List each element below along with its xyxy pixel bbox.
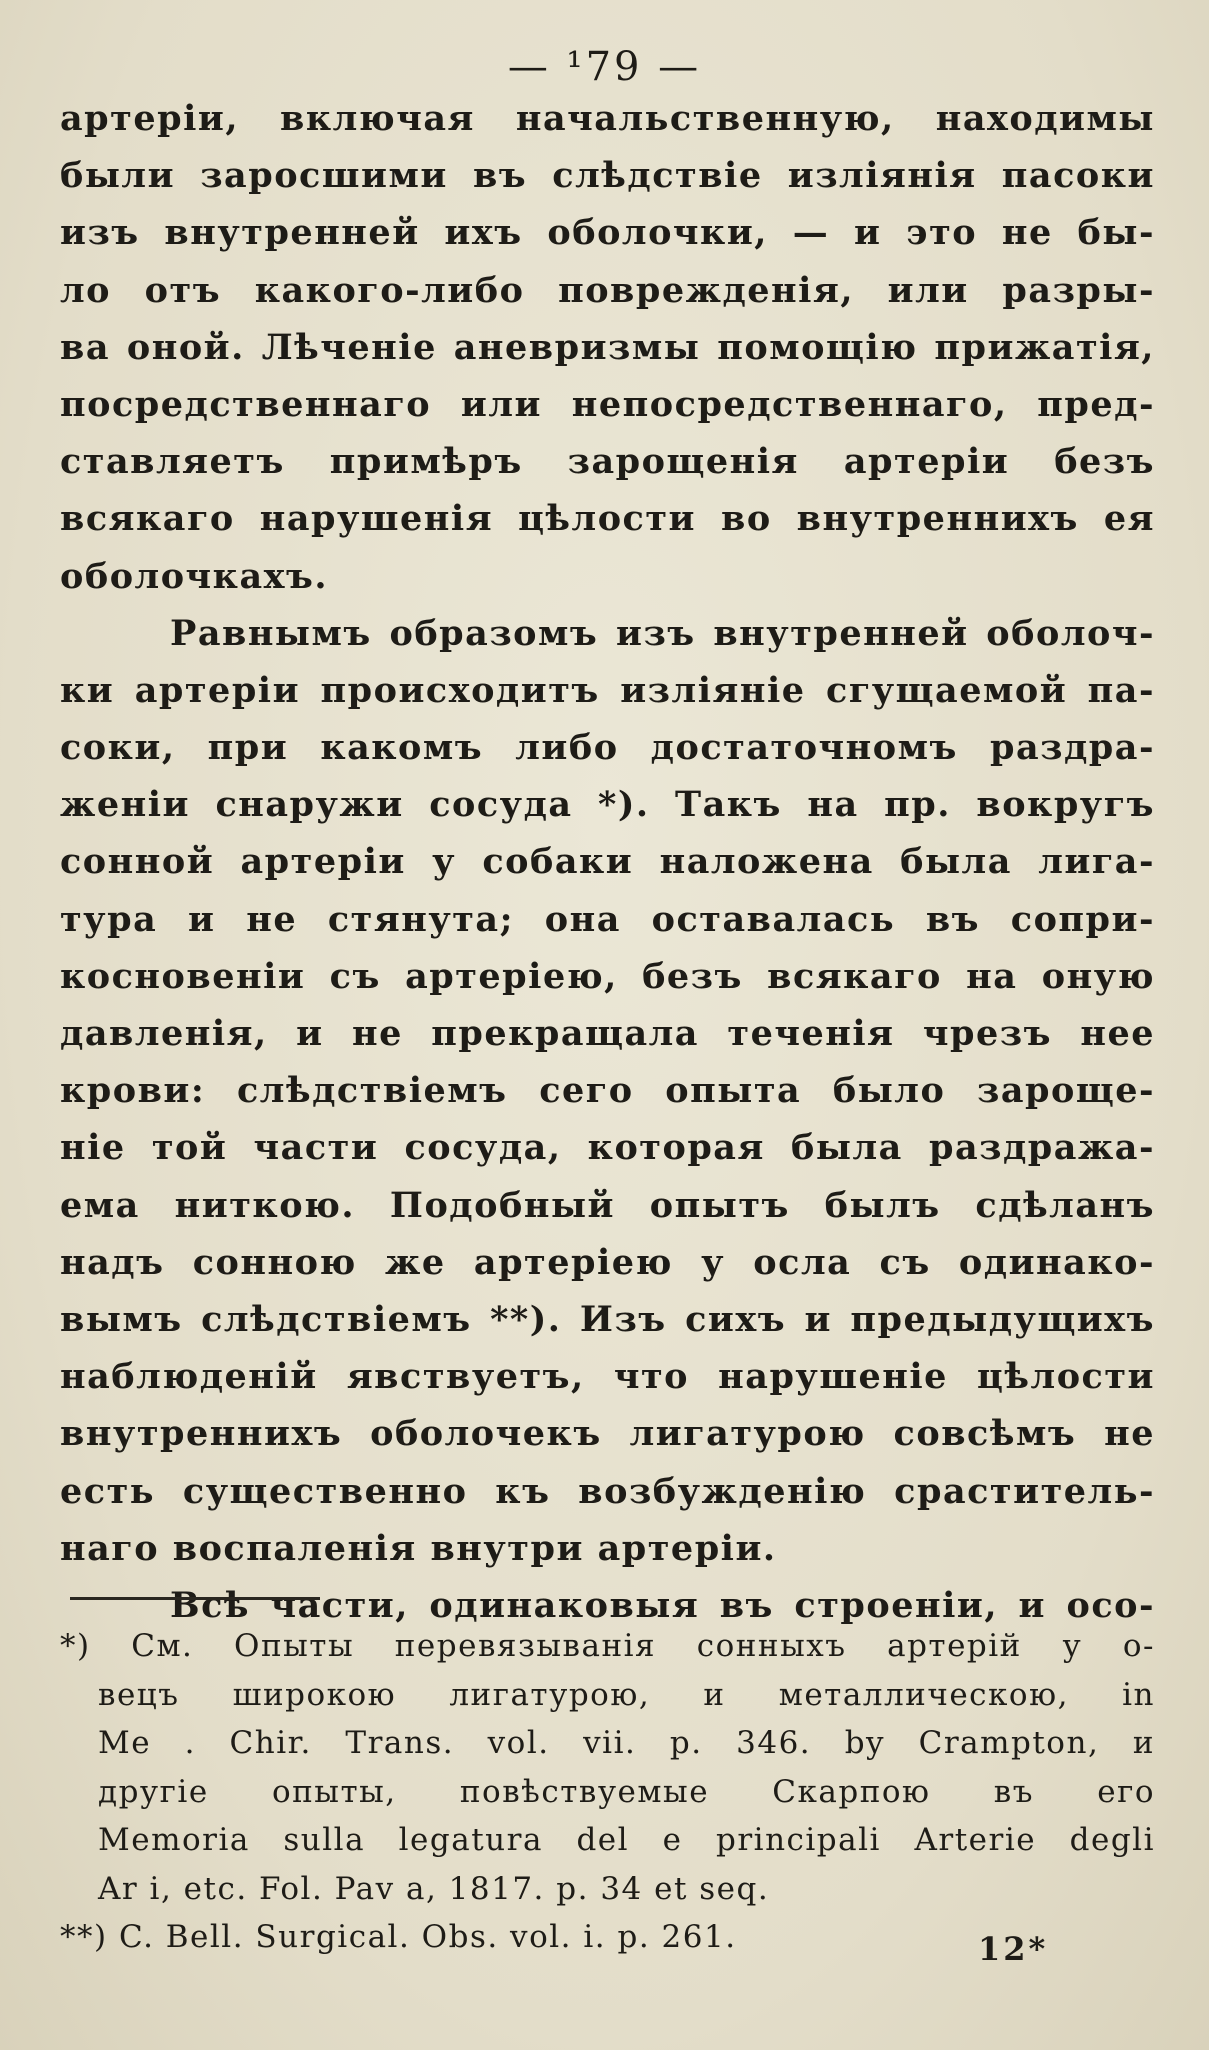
body-line: соки, при какомъ либо достаточномъ раздра- — [60, 727, 1155, 769]
body-line: наблюденій явствуетъ, что нарушеніе цѣлости — [60, 1356, 1155, 1398]
body-line: есть существенно къ возбужденію сраститель- — [60, 1470, 1155, 1512]
body-line: всякаго нарушенія цѣлости во внутреннихъ ея — [60, 498, 1155, 540]
body-line: Равнымъ образомъ изъ внутренней оболоч- — [170, 612, 1155, 654]
body-line: ема ниткою. Подобный опытъ былъ сдѣланъ — [60, 1184, 1155, 1226]
footnotes-block — [60, 1622, 1155, 1962]
footnote-line: **) C. Bell. Surgical. Obs. vol. i. p. 261. — [60, 1919, 737, 1955]
main-body-text — [60, 90, 1155, 1634]
footnote-line: Ar i, etc. Fol. Pav a, 1817. p. 34 et seq. — [98, 1870, 770, 1907]
body-line: косновеніи съ артеріею, безъ всякаго на оную — [60, 955, 1155, 997]
body-line: Всѣ части, одинаковыя въ строеніи, и осо- — [170, 1584, 1155, 1626]
footnote-line: *) См. Опыты перевязыванія сонныхъ артерій у о- — [60, 1628, 1155, 1664]
footnote-line: Memoria sulla legatura del e principali Arterie degli — [98, 1822, 1155, 1858]
body-line: артеріи, включая начальственную, находимы — [60, 98, 1155, 139]
body-line: ло отъ какого-либо поврежденія, или разры- — [60, 269, 1155, 311]
body-line: ки артеріи происходитъ изліяніе сгущаемой па- — [60, 669, 1155, 711]
footnote-separator-rule — [70, 1597, 320, 1600]
body-line: тура и не стянута; она оставалась въ сопри- — [60, 898, 1155, 940]
body-line: давленія, и не прекращала теченія чрезъ нее — [60, 1013, 1155, 1054]
body-line: крови: слѣдствіемъ сего опыта было зароще- — [60, 1070, 1155, 1112]
body-line: ніе той части сосуда, которая была раздража- — [60, 1127, 1155, 1169]
body-line: оболочкахъ. — [60, 555, 329, 597]
body-line: внутреннихъ оболочекъ лигатурою совсѣмъ не — [60, 1413, 1155, 1455]
body-line: вымъ слѣдствіемъ **). Изъ сихъ и предыдущихъ — [60, 1298, 1155, 1340]
body-line: были заросшими въ слѣдствіе изліянія пасоки — [60, 155, 1155, 197]
body-line: надъ сонною же артеріею у осла съ одинако- — [60, 1241, 1155, 1283]
body-line: изъ внутренней ихъ оболочки, — и это не бы- — [60, 212, 1155, 254]
body-line: женіи снаружи сосуда *). Такъ на пр. вокругъ — [60, 784, 1155, 826]
footnote-line: другіе опыты, повѣствуемые Скарпою въ его — [98, 1773, 1155, 1810]
body-line: наго воспаленія внутри артеріи. — [60, 1527, 777, 1569]
signature-mark: 12* — [978, 1930, 1049, 1968]
body-line: сонной артеріи у собаки наложена была лига- — [60, 841, 1155, 883]
footnote-line: вецъ широкою лигатурою, и металлическою, in — [98, 1676, 1155, 1713]
page-number-header: — ¹79 — — [507, 44, 702, 90]
body-line: ставляетъ примѣръ зарощенія артеріи безъ — [60, 441, 1155, 483]
body-line: ва оной. Лѣченіе аневризмы помощію прижатія, — [60, 326, 1155, 368]
body-line: посредственнаго или непосредственнаго, пред- — [60, 383, 1155, 425]
footnote-line: Me . Chir. Trans. vol. vii. p. 346. by Crampton, и — [98, 1725, 1155, 1761]
